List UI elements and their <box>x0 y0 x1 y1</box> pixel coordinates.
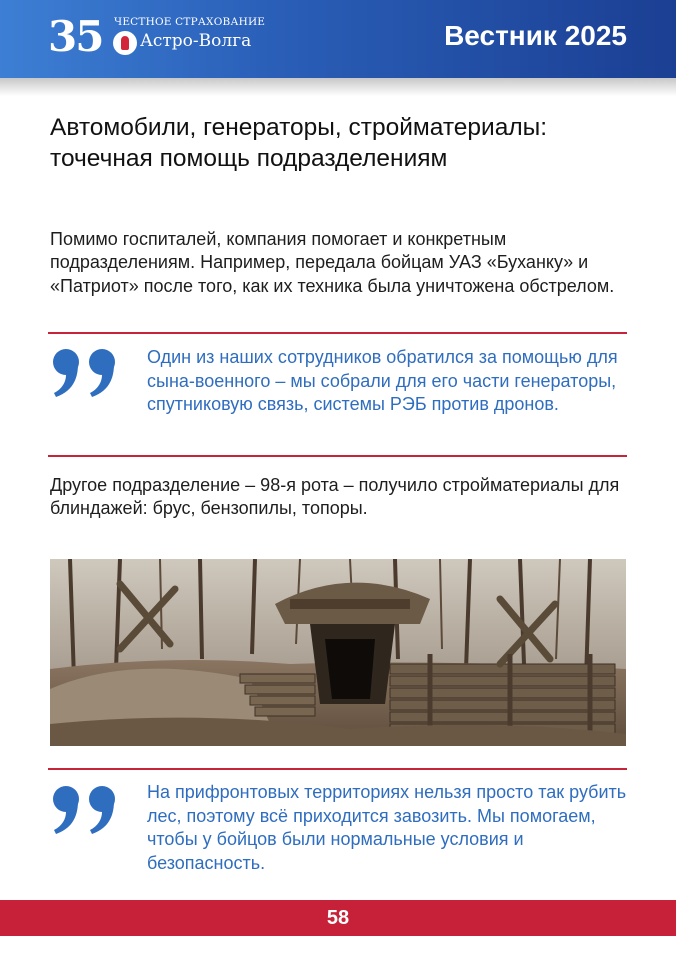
article-paragraph-2: Другое подразделение – 98-я рота – получило стройматериалы для блиндажей: брус, бензопилы, топоры. <box>50 475 620 519</box>
quote-divider-bottom <box>48 455 627 457</box>
dugout-photo <box>50 559 626 746</box>
page-number: 58 <box>326 907 350 929</box>
header-shadow <box>0 78 676 96</box>
quote-mark-icon <box>52 348 122 398</box>
logo-brand-name: Астро-Волга <box>140 31 252 51</box>
article-lead-paragraph: Помимо госпиталей, компания помогает и конкретным подразделениям. Например, передала бойцам УАЗ «Буханку» и «Патриот» после того, как их техника была уничтожена обстрелом. <box>50 229 615 296</box>
logo-tagline: ЧЕСТНОЕ СТРАХОВАНИЕ <box>114 16 266 28</box>
quote-divider-top <box>48 332 627 334</box>
article-headline: Автомобили, генераторы, стройматериалы: точечная помощь подразделениям <box>50 114 548 172</box>
logo-anniversary-number: 35 <box>48 12 103 61</box>
issue-title: Вестник 2025 <box>444 20 627 51</box>
quote-mark-icon <box>52 785 122 835</box>
quote-divider-top-2 <box>48 768 627 770</box>
logo-emblem-icon <box>113 31 137 55</box>
quote-text-2: На прифронтовых территориях нельзя просто так рубить лес, поэтому всё приходится завозить. Мы помогаем, чтобы у бойцов были нормальные условия и безопасность. <box>147 782 627 873</box>
quote-text-1: Один из наших сотрудников обратился за помощью для сына-военного – мы собрали для его части генераторы, спутниковую связь, системы РЭБ против дронов. <box>147 347 618 414</box>
